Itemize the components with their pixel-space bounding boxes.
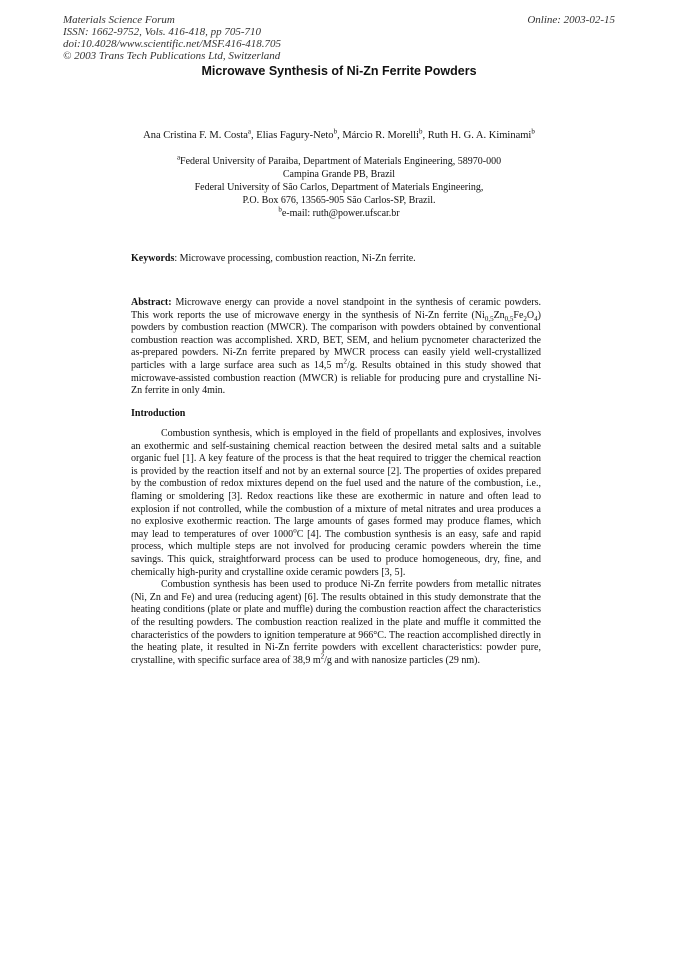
keywords-text: : Microwave processing, combustion reaction, Ni-Zn ferrite. xyxy=(174,253,416,264)
author-affil-mark: b xyxy=(531,127,535,136)
author-affil-mark: b xyxy=(419,127,423,136)
intro-p1-text-cont: C [4]. The combustion synthesis is an easy, safe and rapid process, which multiple steps are not involved for producing ceramic powders wherein the time savings. This quick, straightforward process can be used to produce homogeneous, dry, fine, and chemically high-purity and crystalline oxide ceramic powders [3, 5]. xyxy=(131,528,542,578)
doi-line[interactable]: doi:10.4028/www.scientific.net/MSF.416-418.705 xyxy=(63,38,282,50)
author-separator: , xyxy=(422,130,428,141)
affiliation-b-line1: Federal University of São Carlos, Department of Materials Engineering, xyxy=(194,182,484,193)
abstract-text-2: ) powders by combustion reaction (MWCR). The comparison with powders obtained by conventional combustion reaction was accomplished. XRD, BET, SEM, and helium pycnometer characterized the as-prepared powders. Ni-Zn ferrite prepared by MWCR process can easily yield well-crystallized particles with a large surface area such as 14,5 m xyxy=(131,309,541,371)
affil-a-text: Federal University of Paraiba, Department of Materials Engineering, 58970-000 xyxy=(180,156,502,167)
formula-sub: 0,5 xyxy=(484,314,494,323)
author-list xyxy=(0,127,678,141)
formula-part: Fe xyxy=(513,309,524,321)
formula-sub: 2 xyxy=(523,314,527,323)
intro-paragraph-2 xyxy=(131,579,541,667)
affiliation-a-line2: Campina Grande PB, Brazil xyxy=(282,169,396,180)
intro-paragraph-1 xyxy=(131,428,541,579)
issn-line: ISSN: 1662-9752, Vols. 416-418, pp 705-710 xyxy=(63,26,261,38)
abstract-section xyxy=(131,297,541,398)
degree-superscript: o xyxy=(293,526,297,535)
copyright-line: © 2003 Trans Tech Publications Ltd, Switzerland xyxy=(63,50,281,62)
email-line xyxy=(0,207,678,220)
abstract-label: Abstract: xyxy=(131,297,172,308)
journal-header xyxy=(63,14,623,62)
author-name: Ruth H. G. A. Kiminami xyxy=(427,130,532,141)
abstract-text-3: /g. Results obtained in this study showed that microwave-assisted combustion reaction (MWCR) is reliable for producing pure and crystalline Ni-Zn ferrite in only 4min. xyxy=(131,359,541,397)
unit-superscript: 2 xyxy=(343,357,347,366)
journal-name: Materials Science Forum xyxy=(63,14,175,26)
author-name: Elias Fagury-Neto xyxy=(256,130,334,141)
formula-part: O xyxy=(526,309,535,321)
affiliations xyxy=(0,155,678,220)
keywords-label: Keywords xyxy=(131,253,175,264)
affiliation-b-line2: P.O. Box 676, 13565-905 São Carlos-SP, Brazil. xyxy=(242,195,436,206)
unit-superscript: 2 xyxy=(320,652,325,661)
introduction-body xyxy=(131,428,541,667)
intro-p2-text: Combustion synthesis has been used to produce Ni-Zn ferrite powders from metallic nitrates (Ni, Zn and Fe) and urea (reducing agent) [6]. The results obtained in this study demonstrate that the heating conditions (plate or plate and muffle) during the combustion reaction affect the characteristics of the resulting powders. The combustion reaction realized in the plate and muffle it committed the characteristics of the powders to ignition temperature at 966°C. The reaction accomplished directly in the heating plate, it resulted in Ni-Zn ferrite powders with excellent characteristics: powder pure, crystalline, with specific surface area of 38,9 m xyxy=(131,579,541,666)
author-affil-mark: a xyxy=(247,127,252,136)
author-name: Márcio R. Morelli xyxy=(342,130,420,141)
author-separator: , xyxy=(337,130,343,141)
abstract-text-1: Microwave energy can provide a novel standpoint in the synthesis of ceramic powders. This work reports the use of microwave energy in the synthesis of Ni-Zn ferrite (Ni xyxy=(131,297,541,321)
affiliation-a-line1 xyxy=(0,155,678,168)
formula-sub: 0,5 xyxy=(504,314,514,323)
introduction-heading: Introduction xyxy=(131,408,186,419)
author-name: Ana Cristina F. M. Costa xyxy=(143,130,248,141)
affil-mark-b: b xyxy=(278,205,282,214)
email-text[interactable]: e-mail: ruth@power.ufscar.br xyxy=(281,208,400,219)
formula-sub: 4 xyxy=(534,314,538,323)
online-date: Online: 2003-02-15 xyxy=(527,14,615,26)
author-separator: , xyxy=(251,130,257,141)
intro-p2-text-cont: /g and with nanosize particles (29 nm). xyxy=(324,654,480,666)
affil-mark-a: a xyxy=(176,153,181,162)
keywords-section xyxy=(131,253,551,264)
intro-p1-text: Combustion synthesis, which is employed in the field of propellants and explosives, involves an exothermic and self-sustaining chemical reaction between the desired metal salts and a suitable organic fuel [1]. A key feature of the process is that the heat required to trigger the chemical reaction is provided by the reaction itself and not by an external source [2]. The properties of oxides prepared by the combustion of redox mixtures depend on the fuel used and the nature of the combustion, i.e., flaming or smoldering [3]. Redox reactions like these are exothermic in nature and often lead to explosion if not controlled, while the combustion of a mixture of metal nitrates and urea produces a no explosive exothermic reaction. The large amounts of gases formed may produce flames, which may lead to temperatures of over 1000 xyxy=(131,428,541,540)
formula-part: Zn xyxy=(493,309,505,321)
author-affil-mark: b xyxy=(333,127,338,136)
paper-title: Microwave Synthesis of Ni-Zn Ferrite Powders xyxy=(201,64,477,78)
